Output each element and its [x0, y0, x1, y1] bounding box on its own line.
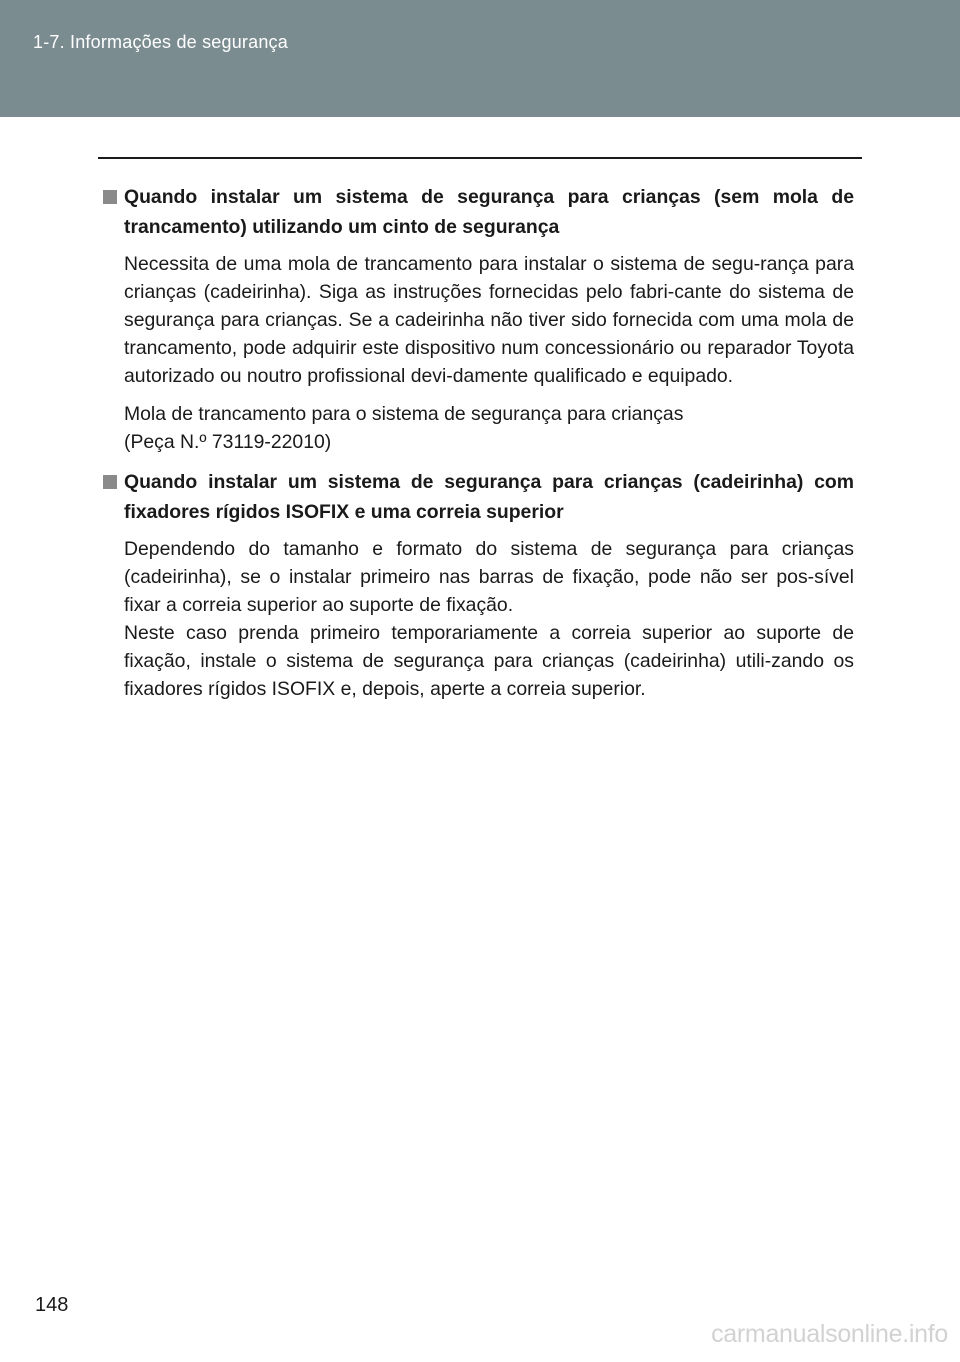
section-heading	[103, 182, 854, 242]
section-heading-text: Quando instalar um sistema de segurança para crianças (cadeirinha) com fixadores rígidos ISOFIX e uma correia superior	[124, 471, 854, 523]
section-title: 1-7. Informações de segurança	[33, 32, 288, 52]
body-paragraph: Dependendo do tamanho e formato do sistema de segurança para crianças (cadeirinha), se o instalar primeiro nas barras de fixação, pode não ser pos-sível fixar a correia superior ao suporte de fixação.	[124, 538, 854, 616]
body-paragraph: Mola de trancamento para o sistema de segurança para crianças	[124, 403, 684, 425]
body-paragraph: Necessita de uma mola de trancamento para instalar o sistema de segu-rança para crianças (cadeirinha). Siga as instruções fornecidas pelo fabri-cante do sistema de segurança para crianças. Se a cadeirinha não tiver sido fornecida com uma mola de trancamento, pode adquirir este dispositivo num concessionário ou reparador Toyota autorizado ou noutro profissional devi-damente qualificado e equipado.	[124, 253, 854, 387]
body-paragraph: Neste caso prenda primeiro temporariamente a correia superior ao suporte de fixação, instale o sistema de segurança para crianças (cadeirinha) utili-zando os fixadores rígidos ISOFIX e, depois, aperte a correia superior.	[124, 622, 854, 700]
page-number: 148	[35, 1294, 69, 1316]
page-content	[103, 182, 854, 713]
square-bullet-icon	[103, 475, 117, 489]
divider	[98, 157, 862, 159]
part-number: (Peça N.º 73119-22010)	[124, 431, 332, 453]
watermark: carmanualsonline.info	[711, 1320, 948, 1348]
header-band	[0, 0, 960, 117]
section-heading-text: Quando instalar um sistema de segurança para crianças (sem mola de trancamento) utilizando um cinto de segurança	[124, 186, 854, 238]
section-heading	[103, 467, 854, 527]
square-bullet-icon	[103, 190, 117, 204]
